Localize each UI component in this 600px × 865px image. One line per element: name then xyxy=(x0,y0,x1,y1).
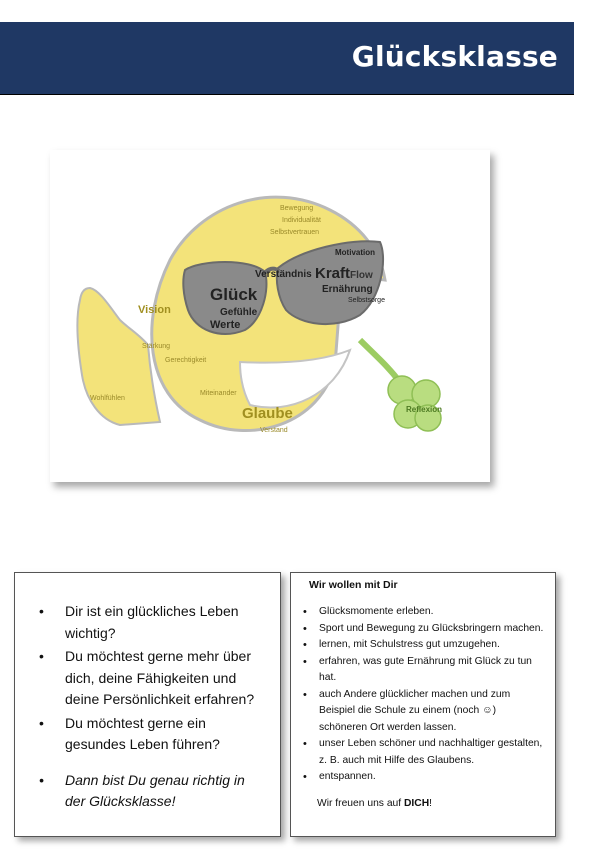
list-item: • lernen, mit Schulstress gut umzugehen. xyxy=(303,637,545,654)
word-verstaendnis: Verständnis xyxy=(255,269,312,280)
header-banner xyxy=(0,22,574,94)
list-item: • entspannen. xyxy=(303,769,545,786)
footer-prefix: Wir freuen uns auf xyxy=(317,797,404,809)
list-item: • erfahren, was gute Ernährung mit Glück zu tun hat. xyxy=(303,654,545,687)
word-reflexion: Reflexion xyxy=(406,405,443,414)
word-small-5: Gerechtigkeit xyxy=(165,357,207,364)
smiley-wordcloud-image xyxy=(50,150,490,482)
footer-bold: DICH xyxy=(404,797,430,809)
word-small-6: Miteinander xyxy=(200,390,237,397)
list-item: • Du möchtest gerne mehr über dich, deine Fähigkeiten und deine Persönlichkeit erfahren? xyxy=(35,646,266,711)
word-small-1: Bewegung xyxy=(280,205,314,212)
word-small-3: Selbstvertrauen xyxy=(270,229,320,236)
clover-icon xyxy=(388,376,441,431)
word-glueck: Glück xyxy=(210,285,258,304)
list-item: • Dir ist ein glückliches Leben wichtig? xyxy=(35,601,266,644)
closing-statement: • Dann bist Du genau richtig in der Glücksklasse! xyxy=(35,770,266,813)
goals-title: Wir wollen mit Dir xyxy=(309,579,398,591)
word-glaube: Glaube xyxy=(242,405,293,422)
list-item: • Du möchtest gerne ein gesundes Leben führen? xyxy=(35,713,266,756)
word-motivation: Motivation xyxy=(335,248,375,257)
list-item: • Sport und Bewegung zu Glücksbringern machen. xyxy=(303,621,545,638)
word-flow-1: Flow xyxy=(350,270,373,281)
word-gefuehle: Gefühle xyxy=(220,307,258,318)
word-small-9: Wohlfühlen xyxy=(90,395,125,402)
word-ernaehrung: Ernährung xyxy=(322,284,373,295)
word-vision: Vision xyxy=(138,304,171,316)
word-small-7: Selbstsorge xyxy=(348,297,385,304)
page-title: Glücksklasse xyxy=(351,40,558,73)
footer-suffix: ! xyxy=(429,797,433,809)
invitation-box xyxy=(14,572,281,837)
word-small-8: Verstand xyxy=(260,427,288,434)
goals-box xyxy=(290,572,556,837)
list-item: • Glücksmomente erleben. xyxy=(303,604,545,621)
question-list xyxy=(35,601,266,813)
smiley-illustration xyxy=(50,150,490,482)
word-werte: Werte xyxy=(210,319,241,331)
word-small-4: Stärkung xyxy=(142,343,171,350)
goals-list xyxy=(303,604,545,786)
list-item: • unser Leben schöner und nachhaltiger gestalten, z. B. auch mit Hilfe des Glaubens. xyxy=(303,736,545,769)
word-small-2: Individualität xyxy=(282,217,321,224)
list-item: • auch Andere glücklicher machen und zum Beispiel die Schule zu einem (noch ☺) schöneren Ort werden lassen. xyxy=(303,687,545,737)
goals-footer xyxy=(317,798,545,809)
word-kraft: Kraft xyxy=(315,265,351,282)
